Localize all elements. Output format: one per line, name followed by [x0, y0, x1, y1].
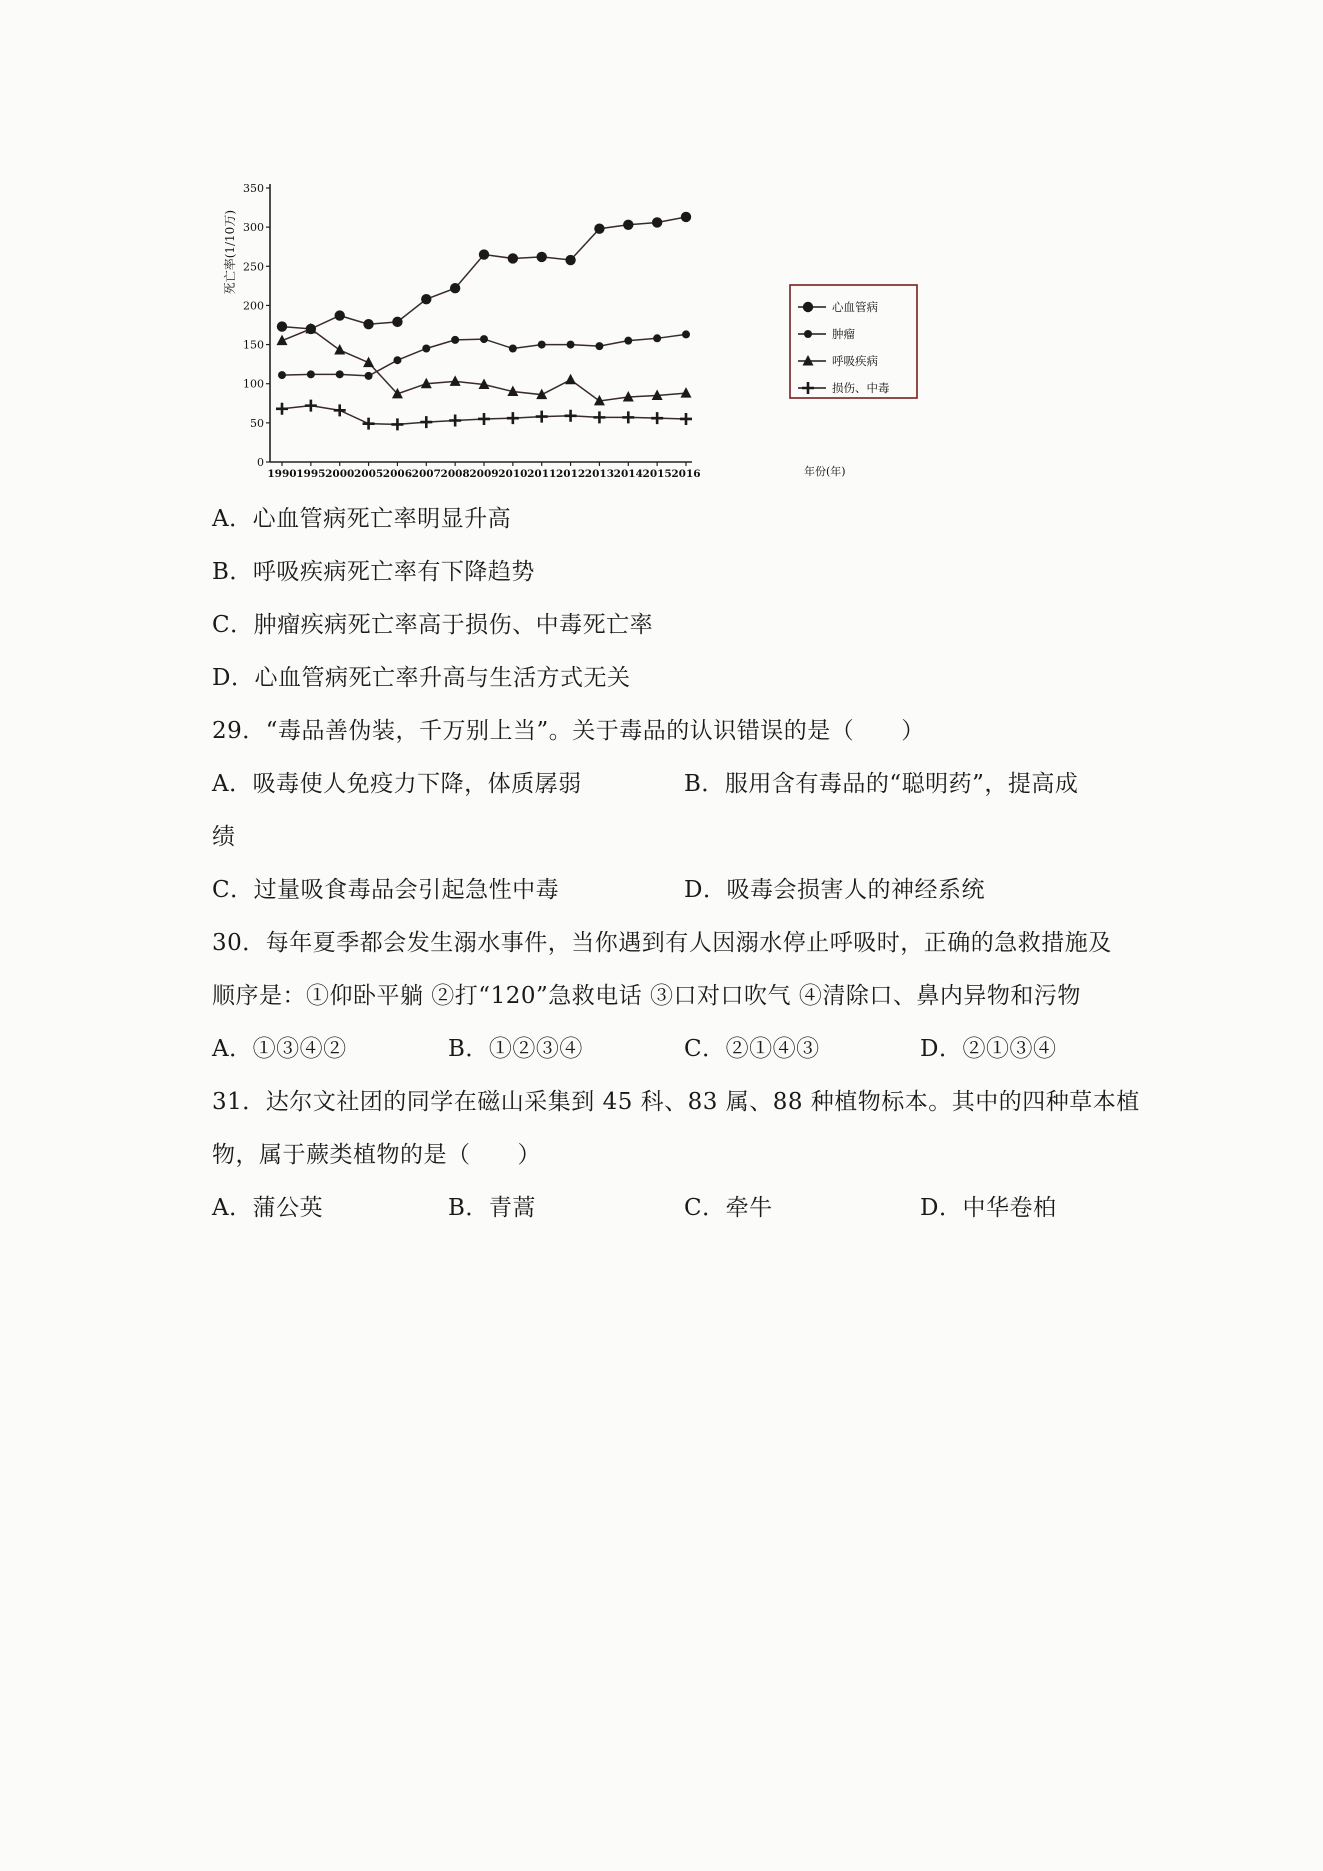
x-tick-label: 2015	[642, 468, 672, 480]
q31-stem-line-1: 31．达尔文社团的同学在磁山采集到 45 科、83 属、88 种植物标本。其中的四种草本植	[212, 1089, 1140, 1115]
data-point-cardio	[479, 249, 489, 259]
data-point-injury	[363, 418, 375, 430]
q31-option-c: C．牵牛	[684, 1195, 773, 1221]
x-tick-label: 2008	[440, 468, 470, 480]
x-tick-label: 1995	[296, 468, 326, 480]
data-point-injury	[651, 412, 663, 424]
q30-option-c: C．②①④③	[684, 1036, 820, 1062]
x-tick-label: 2010	[498, 468, 528, 480]
data-point-cardio	[681, 212, 691, 222]
data-point-injury	[593, 411, 605, 423]
q28-option-a: A．心血管病死亡率明显升高	[212, 506, 512, 532]
q31-options	[212, 1192, 1132, 1224]
data-point-cardio	[652, 217, 662, 227]
q29-option-b-continued: 绩	[212, 824, 236, 850]
data-point-tumor	[509, 344, 517, 352]
data-point-tumor	[538, 341, 546, 349]
data-point-cardio	[335, 310, 345, 320]
q29-option-d: D．吸毒会损害人的神经系统	[684, 877, 985, 903]
data-point-injury	[478, 413, 490, 425]
data-point-tumor	[393, 356, 401, 364]
data-point-tumor	[682, 330, 690, 338]
data-point-tumor	[595, 342, 603, 350]
data-point-cardio	[594, 224, 604, 234]
data-point-tumor	[278, 371, 286, 379]
x-axis-label: 年份(年)	[804, 465, 846, 478]
q29-option-a: A．吸毒使人免疫力下降，体质孱弱	[212, 771, 582, 797]
chart-legend	[790, 285, 917, 398]
data-point-cardio	[421, 294, 431, 304]
q30-options	[212, 1033, 1132, 1065]
y-tick-label: 300	[243, 221, 264, 235]
data-point-tumor	[624, 337, 632, 345]
q29-options-row-2	[212, 874, 1132, 906]
x-tick-label: 2009	[469, 468, 499, 480]
data-point-tumor	[480, 335, 488, 343]
data-point-cardio	[623, 220, 633, 230]
data-point-injury	[680, 413, 692, 425]
data-point-injury	[334, 404, 346, 416]
legend-label-tumor: 肿瘤	[832, 327, 855, 341]
q30-option-b: B．①②③④	[448, 1036, 583, 1062]
q31-option-d: D．中华卷柏	[920, 1195, 1057, 1221]
q31-option-b: B．青蒿	[448, 1195, 536, 1221]
data-point-respiratory	[363, 357, 374, 368]
data-point-injury	[622, 411, 634, 423]
legend-label-respiratory: 呼吸疾病	[832, 354, 878, 368]
q30-stem-line-2: 顺序是：①仰卧平躺 ②打“120”急救电话 ③口对口吹气 ④清除口、鼻内异物和污物	[212, 983, 1081, 1009]
series-tumor	[278, 330, 690, 379]
data-point-respiratory	[565, 374, 576, 385]
legend-marker-injury	[802, 382, 814, 394]
data-point-injury	[565, 410, 577, 422]
data-point-injury	[449, 415, 461, 427]
data-point-injury	[305, 400, 317, 412]
q31-option-a: A．蒲公英	[212, 1195, 324, 1221]
q29-option-c: C．过量吸食毒品会引起急性中毒	[212, 877, 560, 903]
chart-series	[276, 212, 692, 431]
data-point-respiratory	[277, 335, 288, 346]
y-tick-label: 250	[243, 260, 264, 274]
y-tick-label: 50	[250, 416, 264, 430]
data-point-tumor	[567, 341, 575, 349]
y-tick-label: 100	[243, 377, 264, 391]
y-tick-label: 0	[257, 456, 264, 469]
q28-option-d: D．心血管病死亡率升高与生活方式无关	[212, 665, 631, 691]
y-axis-label: 死亡率(1/10万)	[223, 210, 237, 295]
data-point-injury	[391, 418, 403, 430]
data-point-cardio	[392, 317, 402, 327]
x-tick-label: 1990	[267, 468, 297, 480]
x-tick-label: 2007	[411, 468, 441, 480]
death-rate-line-chart	[222, 180, 922, 480]
data-point-injury	[536, 411, 548, 423]
data-point-tumor	[422, 344, 430, 352]
data-point-injury	[507, 412, 519, 424]
series-cardio	[277, 212, 691, 334]
x-tick-label: 2011	[527, 468, 557, 480]
data-point-cardio	[508, 253, 518, 263]
data-point-respiratory	[334, 344, 345, 355]
data-point-cardio	[565, 255, 575, 265]
data-point-tumor	[307, 370, 315, 378]
x-tick-label: 2005	[353, 468, 384, 480]
y-tick-label: 200	[243, 299, 264, 313]
data-point-respiratory	[681, 387, 692, 398]
q29-stem: 29．“毒品善伪装，千万别上当”。关于毒品的认识错误的是（ ）	[212, 718, 925, 744]
x-tick-label: 2014	[613, 468, 643, 480]
y-tick-label: 350	[243, 182, 264, 195]
q30-stem-line-1: 30．每年夏季都会发生溺水事件，当你遇到有人因溺水停止呼吸时，正确的急救措施及	[212, 930, 1112, 956]
q28-option-b: B．呼吸疾病死亡率有下降趋势	[212, 559, 535, 585]
data-point-respiratory	[450, 375, 461, 386]
q31-stem-line-2: 物，属于蕨类植物的是（ ）	[212, 1142, 541, 1168]
y-tick-label: 150	[243, 338, 264, 352]
x-tick-label: 2000	[325, 468, 355, 480]
data-point-cardio	[363, 319, 373, 329]
data-point-tumor	[451, 336, 459, 344]
data-point-tumor	[336, 370, 344, 378]
x-tick-label: 2012	[555, 468, 586, 480]
data-point-injury	[276, 403, 288, 415]
q29-options-row-1	[212, 768, 1132, 800]
series-injury	[276, 400, 692, 431]
data-point-injury	[420, 416, 432, 428]
data-point-cardio	[277, 321, 287, 331]
legend-label-injury: 损伤、中毒	[832, 381, 890, 395]
legend-marker-cardio	[803, 302, 813, 312]
q28-option-c: C．肿瘤疾病死亡率高于损伤、中毒死亡率	[212, 612, 654, 638]
x-tick-label: 2013	[584, 468, 615, 480]
q29-option-b: B．服用含有毒品的“聪明药”，提高成	[684, 771, 1079, 797]
data-point-cardio	[450, 283, 460, 293]
q30-option-a: A．①③④②	[212, 1036, 347, 1062]
legend-marker-tumor	[804, 330, 812, 338]
legend-label-cardio: 心血管病	[832, 300, 878, 314]
x-tick-label: 2016	[671, 468, 701, 480]
x-tick-label: 2006	[382, 468, 413, 480]
q30-option-d: D．②①③④	[920, 1036, 1057, 1062]
data-point-cardio	[537, 252, 547, 262]
data-point-tumor	[365, 372, 373, 380]
data-point-tumor	[653, 334, 661, 342]
